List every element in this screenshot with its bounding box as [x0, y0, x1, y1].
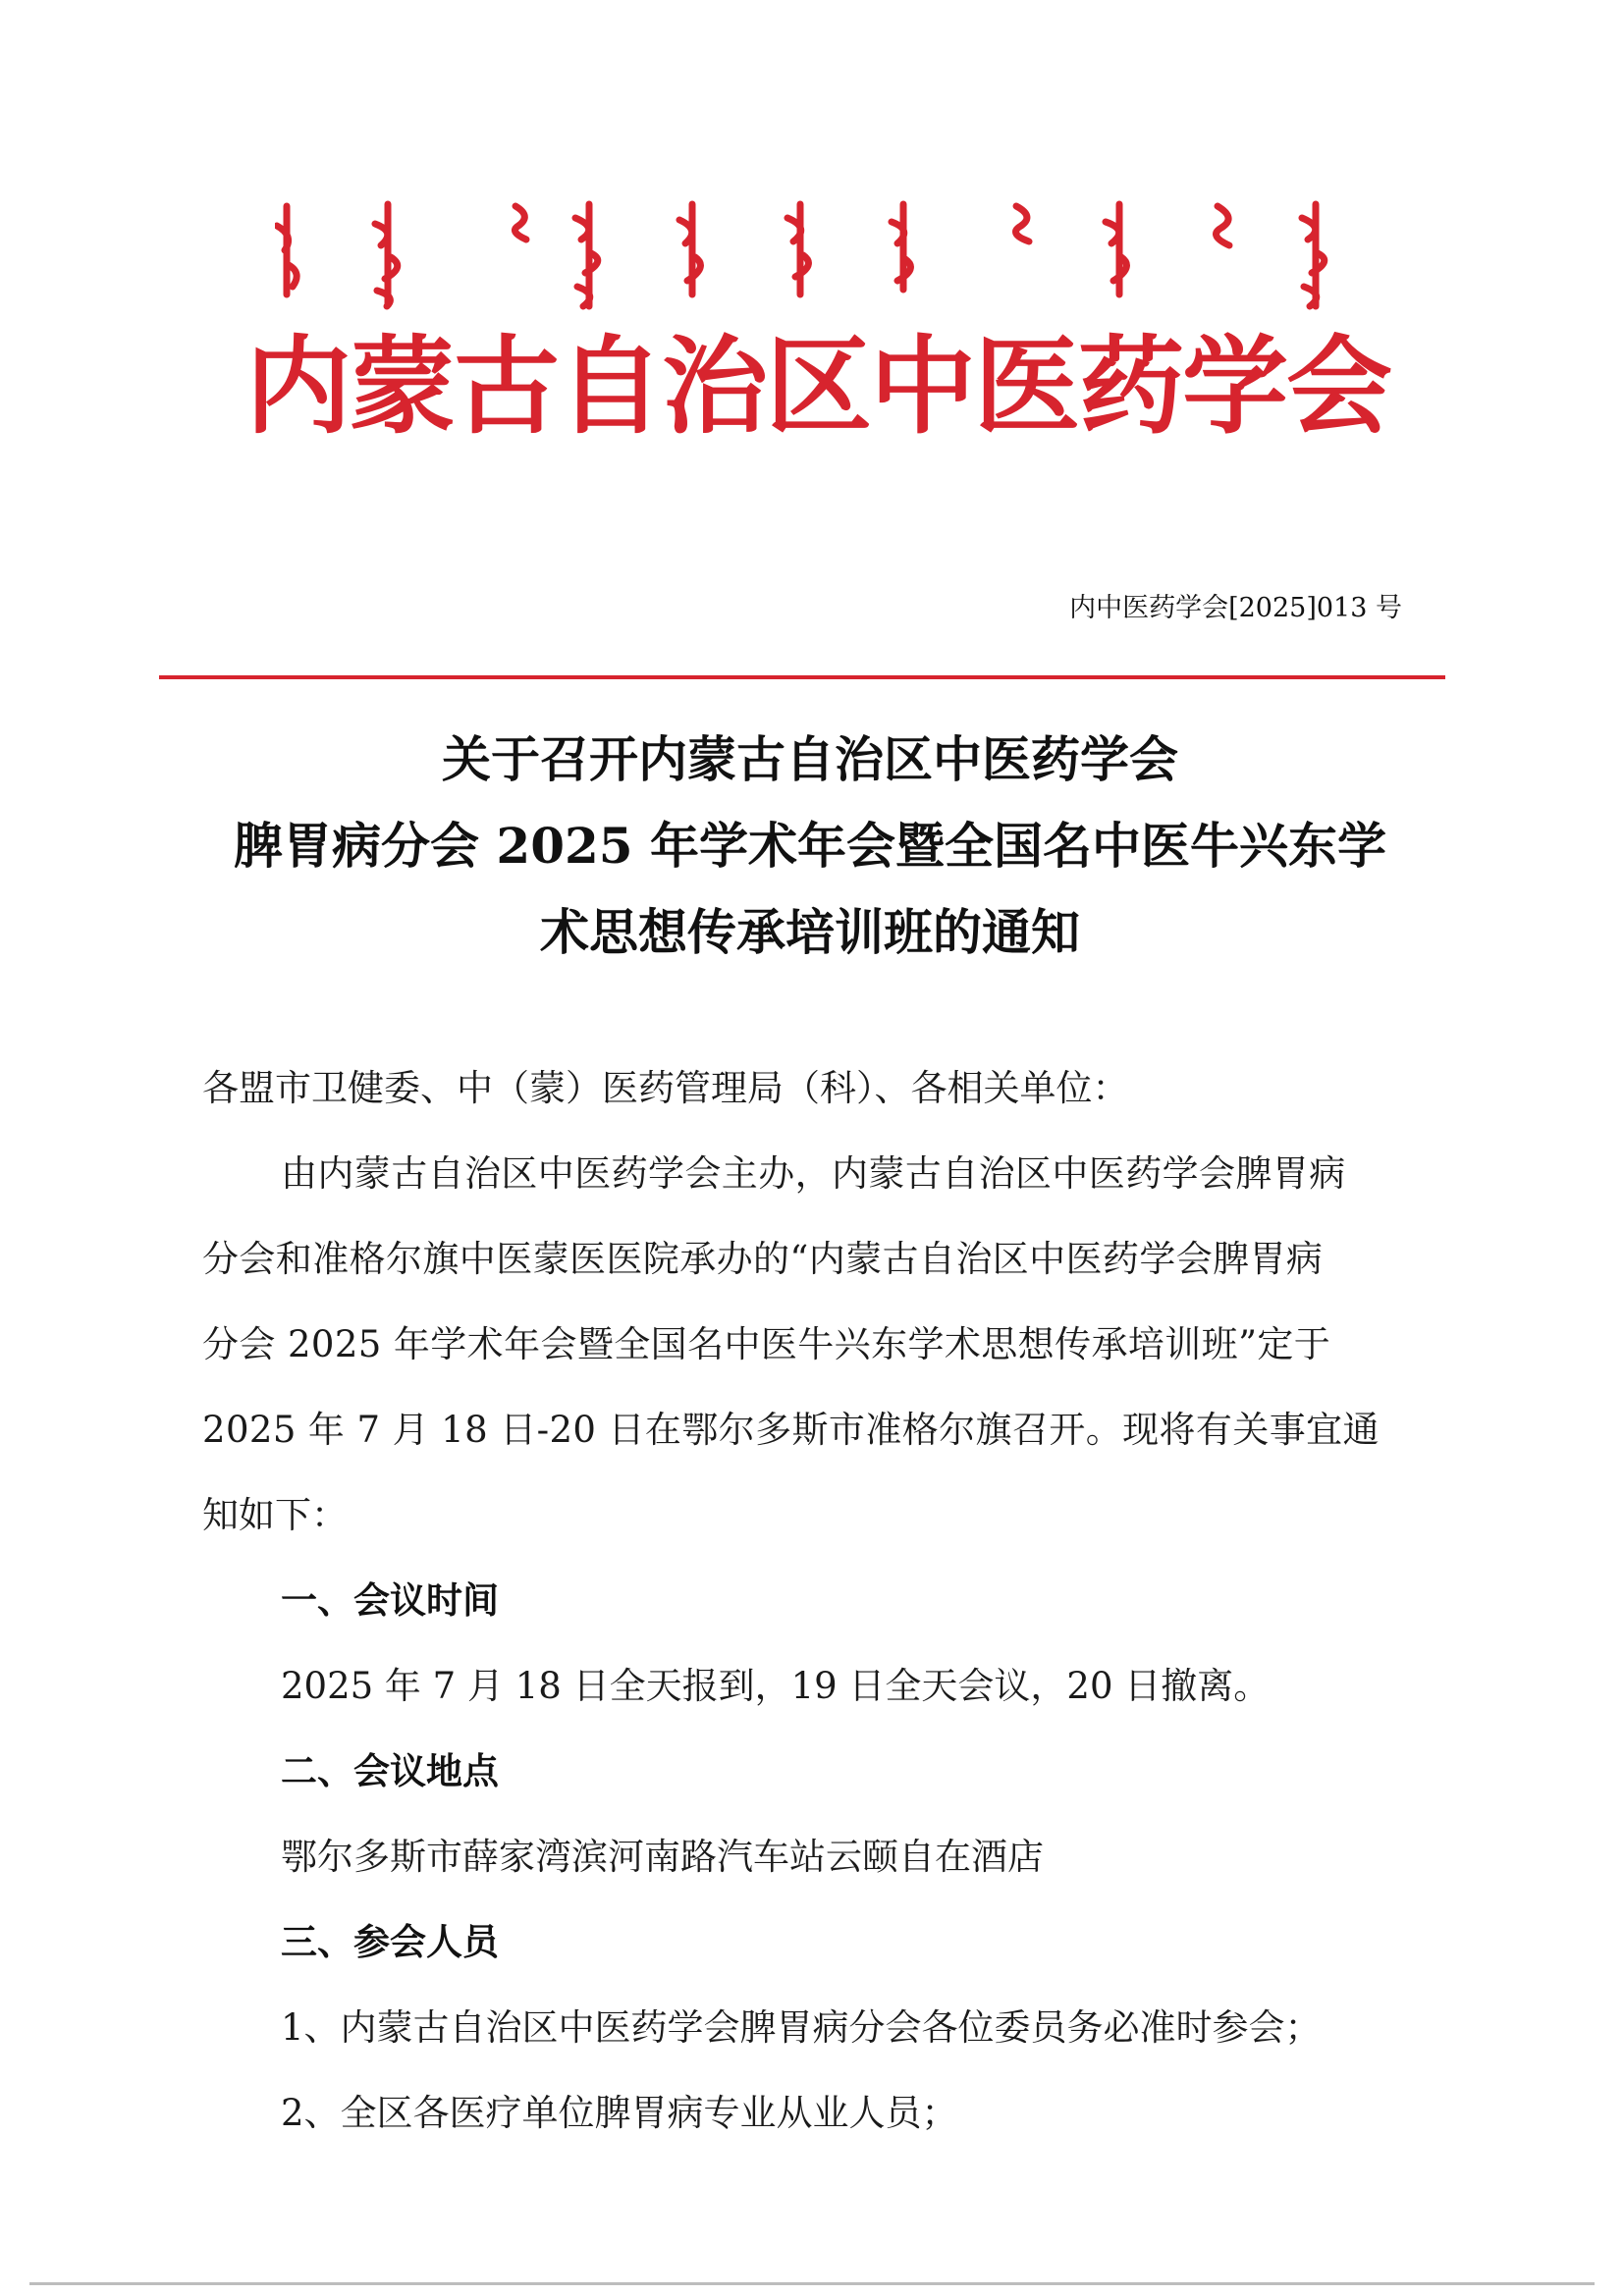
title-line-3: 术思想传承培训班的通知	[540, 903, 1080, 961]
paragraph-line: 分会 2025 年学术年会暨全国名中医牛兴东学术思想传承培训班”定于	[202, 1323, 1331, 1365]
title-line-2: 脾胃病分会 2025 年学术年会暨全国名中医牛兴东学	[234, 817, 1386, 875]
salutation: 各盟市卫健委、中（蒙）医药管理局（科）、各相关单位：	[202, 1067, 1129, 1109]
paragraph-line: 分会和准格尔旗中医蒙医医院承办的“内蒙古自治区中医药学会脾胃病	[202, 1238, 1324, 1280]
paragraph-line: 2025 年 7 月 18 日-20 日在鄂尔多斯市准格尔旗召开。现将有关事宜通	[202, 1409, 1380, 1451]
section-text-time: 2025 年 7 月 18 日全天报到，19 日全天会议，20 日撤离。	[281, 1665, 1271, 1707]
document-body	[202, 1045, 1469, 2156]
paragraph-line: 知如下：	[202, 1494, 348, 1536]
page-bottom-edge	[29, 2282, 1595, 2285]
attendee-item: 2、全区各医疗单位脾胃病专业从业人员；	[281, 2092, 958, 2134]
red-divider	[159, 675, 1445, 679]
section-heading-time: 一、会议时间	[281, 1579, 499, 1622]
document-title	[147, 717, 1473, 976]
paragraph-line: 由内蒙古自治区中医药学会主办，内蒙古自治区中医药学会脾胃病	[281, 1152, 1346, 1195]
org-name-logo: 内蒙古自治区中医药学会	[245, 326, 1391, 449]
section-text-location: 鄂尔多斯市薛家湾滨河南路汽车站云颐自在酒店	[281, 1836, 1044, 1878]
attendee-item: 1、内蒙古自治区中医药学会脾胃病分会各位委员务必准时参会；	[281, 2006, 1322, 2049]
mongolian-org-name-text: ᠦᠪᠦᠷ ᠮᠣᠩᠭᠣᠯ ᠤᠨ ᠥᠪᠡᠷᠲᠡᠭᠡᠨ ᠵᠠᠰᠠᠬᠤ ᠣᠷᠤᠨ ᠤ ᠳᠤᠮᠳᠠᠳᠤ ᠡᠮ ᠤᠨ ᠡᠮ ᠰᠢᠨᠵᠢᠯᠡᠬᠦ ᠬᠣᠷᠢᠶ᠎ᠠ	[275, 312, 310, 313]
mongolian-org-name	[275, 196, 1335, 314]
document-number: 内中医药学会[2025]013 号	[1069, 593, 1402, 623]
section-heading-attendees: 三、参会人员	[281, 1921, 499, 1963]
section-heading-location: 二、会议地点	[281, 1750, 499, 1792]
title-line-1: 关于召开内蒙古自治区中医药学会	[442, 730, 1178, 788]
